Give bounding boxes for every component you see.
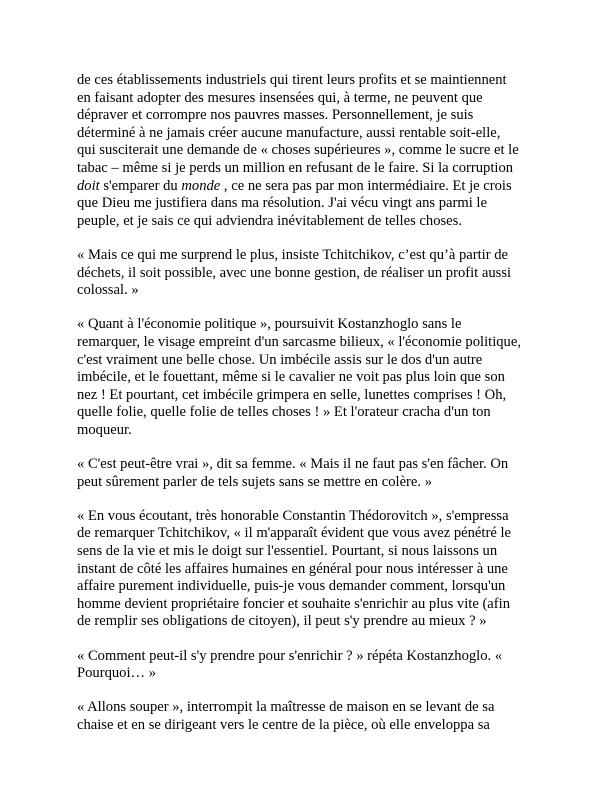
text-segment: peuple, et je sais ce qui adviendra inévitablement de telles choses.	[77, 212, 462, 229]
text-segment: en faisant adopter des mesures insensées qui, à terme, ne peuvent que	[77, 89, 483, 106]
text-segment: de remplir ses obligations de citoyen), il peut s'y prendre au mieux ? »	[77, 613, 487, 630]
text-segment: chaise et en se dirigeant vers le centre de la pièce, où elle enveloppa sa	[77, 716, 490, 733]
text-line	[77, 334, 539, 352]
text-line	[77, 456, 539, 474]
italic-text: monde	[181, 177, 221, 194]
text-line	[77, 107, 539, 125]
text-segment: « Allons souper », interrompit la maîtresse de maison en se levant de sa	[77, 699, 495, 716]
text-line	[77, 596, 539, 614]
text-line	[77, 160, 539, 178]
text-line	[77, 142, 539, 160]
text-line	[77, 178, 539, 196]
paragraph	[77, 508, 539, 631]
text-segment: de ces établissements industriels qui tirent leurs profits et se maintiennent	[77, 72, 507, 88]
text-segment: c'est vraiment une belle chose. Un imbécile assis sur le dos d'un autre	[77, 351, 483, 368]
text-segment: « Quant à l'économie politique », poursuivit Kostanzhoglo sans le	[77, 316, 462, 333]
paragraph	[77, 699, 539, 734]
text-line	[77, 561, 539, 579]
text-line	[77, 474, 539, 492]
text-line	[77, 665, 539, 683]
paragraph	[77, 316, 539, 439]
text-line	[77, 543, 539, 561]
text-line	[77, 247, 539, 265]
text-segment: déchets, il soit possible, avec une bonne gestion, de réaliser un profit aussi	[77, 264, 512, 281]
text-segment: déterminé à ne jamais créer aucune manufacture, aussi rentable soit-elle,	[77, 124, 501, 141]
text-segment: de remarquer Tchitchikov, « il m'apparaît évident que vous avez pénétré le	[77, 525, 511, 542]
text-segment: homme devient propriétaire foncier et souhaite s'enrichir au plus vite (afin	[77, 595, 510, 612]
text-segment: sens de la vie et mis le doigt sur l'essentiel. Pourtant, si nous laissons un	[77, 543, 498, 560]
paragraph	[77, 72, 539, 230]
text-line	[77, 195, 539, 213]
text-line	[77, 125, 539, 143]
text-line	[77, 282, 539, 300]
text-segment: quelle folie, quelle folie de telles choses ! » Et l'orateur cracha d'un ton	[77, 404, 491, 421]
text-line	[77, 508, 539, 526]
text-line	[77, 316, 539, 334]
paragraph	[77, 247, 539, 300]
text-line	[77, 387, 539, 405]
text-segment: « En vous écoutant, très honorable Constantin Thédorovitch », s'empressa	[77, 507, 509, 524]
text-segment: imbécile, et le fouettant, même si le cavalier ne voit pas plus loin que son	[77, 369, 505, 386]
text-line	[77, 717, 539, 735]
text-segment: que Dieu me justifiera dans ma résolution. J'ai vécu vingt ans parmi le	[77, 195, 487, 212]
body-text	[77, 72, 539, 751]
text-segment: tabac – même si je perds un million en refusant de le faire. Si la corruption	[77, 159, 514, 176]
text-segment: moqueur.	[77, 421, 132, 438]
text-segment: affaire purement individuelle, puis-je vous demander comment, lorsqu'un	[77, 578, 506, 595]
text-line	[77, 72, 539, 90]
paragraph	[77, 456, 539, 491]
text-line	[77, 265, 539, 283]
text-line	[77, 578, 539, 596]
text-segment: , ce ne sera pas par mon intermédiaire. Et je crois	[220, 177, 512, 194]
text-segment: peut sûrement parler de tels sujets sans se mettre en colère. »	[77, 473, 432, 490]
text-line	[77, 648, 539, 666]
text-line	[77, 422, 539, 440]
text-segment: « C'est peut-être vrai », dit sa femme. « Mais il ne faut pas s'en fâcher. On	[77, 456, 509, 473]
text-line	[77, 699, 539, 717]
text-segment: colossal. »	[77, 282, 139, 299]
text-line	[77, 90, 539, 108]
text-line	[77, 404, 539, 422]
text-segment: dépraver et corrompre nos pauvres masses. Personnellement, je suis	[77, 107, 474, 124]
text-segment: remarquer, le visage empreint d'un sarcasme bilieux, « l'économie politique,	[77, 333, 521, 350]
text-line	[77, 613, 539, 631]
text-segment: s'emparer du	[99, 177, 182, 194]
text-line	[77, 525, 539, 543]
text-segment: Pourquoi… »	[77, 665, 157, 682]
text-segment: « Mais ce qui me surprend le plus, insiste Tchitchikov, c’est qu’à partir de	[77, 246, 509, 263]
text-segment: « Comment peut-il s'y prendre pour s'enrichir ? » répéta Kostanzhoglo. «	[77, 647, 503, 664]
text-segment: qui susciterait une demande de « choses supérieures », comme le sucre et le	[77, 142, 519, 159]
text-segment: nez ! Et pourtant, cet imbécile grimpera en selle, lunettes comprises ! Oh,	[77, 386, 507, 403]
text-line	[77, 369, 539, 387]
text-line	[77, 213, 539, 231]
text-line	[77, 352, 539, 370]
paragraph	[77, 648, 539, 683]
italic-text: doit	[77, 177, 100, 194]
text-segment: instant de côté les affaires humaines en général pour nous intéresser à une	[77, 560, 508, 577]
